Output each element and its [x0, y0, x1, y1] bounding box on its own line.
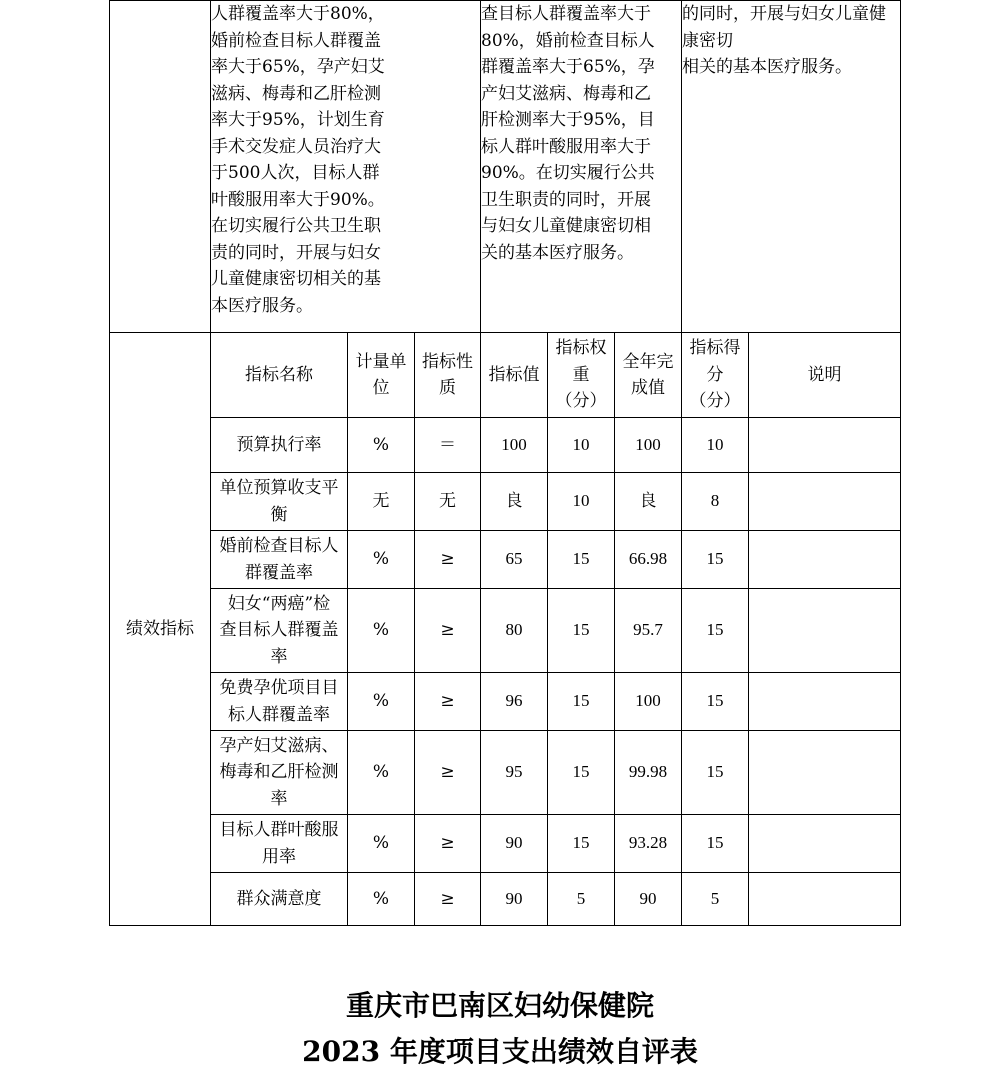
cell-score: 8	[682, 473, 749, 531]
cell-note	[749, 731, 901, 815]
cell-unit: 无	[348, 473, 415, 531]
cell-actual: 100	[615, 673, 682, 731]
text-line: 率大于95%，计划生育	[211, 110, 385, 130]
text-line: 手术交发症人员治疗大	[211, 136, 381, 157]
text-line: 指标权	[555, 338, 607, 359]
narrative-col-b	[481, 1, 682, 333]
text-line: 全年完	[622, 351, 674, 372]
text-line: 群众满意度	[236, 888, 322, 909]
cell-actual: 66.98	[615, 531, 682, 589]
text-line: （分）	[689, 391, 741, 412]
narrative-col-c	[682, 1, 901, 333]
cell-name	[211, 815, 348, 873]
cell-weight: 15	[548, 589, 615, 673]
text-line: 关的基本医疗服务。	[481, 242, 634, 263]
text-line: （分）	[555, 391, 607, 412]
table-row	[110, 815, 901, 873]
text-line: 滋病、梅毒和乙肝检测	[211, 83, 381, 104]
cell-value: 100	[481, 418, 548, 473]
cell-actual: 93.28	[615, 815, 682, 873]
cell-unit: %	[348, 731, 415, 815]
text-line: 率	[270, 646, 288, 667]
text-line: 位	[372, 378, 390, 398]
section-label: 绩效指标	[110, 333, 211, 926]
header-name: 指标名称	[211, 333, 348, 418]
cell-nature: ≥	[415, 589, 481, 673]
text-line: 儿童健康密切相关的基	[211, 269, 381, 289]
header-score	[682, 333, 749, 418]
cell-note	[749, 673, 901, 731]
text-line: 指标性	[422, 351, 473, 372]
text-line: 群覆盖率大于65%，孕	[481, 57, 655, 77]
table-row	[110, 873, 901, 926]
table-row	[110, 731, 901, 815]
text-line: 计量单	[355, 351, 407, 372]
cell-value: 90	[481, 815, 548, 873]
cell-weight: 15	[548, 815, 615, 873]
header-nature	[415, 333, 481, 418]
cell-weight: 5	[548, 873, 615, 926]
cell-weight: 10	[548, 473, 615, 531]
cell-nature: ＝	[415, 418, 481, 473]
cell-actual: 99.98	[615, 731, 682, 815]
header-unit	[348, 333, 415, 418]
text-line: 群覆盖率	[245, 562, 313, 583]
header-weight	[548, 333, 615, 418]
cell-nature: 无	[415, 473, 481, 531]
cell-unit: %	[348, 531, 415, 589]
cell-actual: 95.7	[615, 589, 682, 673]
text-line: 与妇女儿童健康密切相	[481, 216, 651, 236]
cell-name	[211, 418, 348, 473]
cell-nature: ≥	[415, 531, 481, 589]
org-title: 重庆市巴南区妇幼保健院	[345, 989, 654, 1022]
text-line: 指标得	[689, 338, 741, 359]
text-line: 责的同时，开展与妇女	[211, 242, 381, 263]
text-line: 率	[270, 788, 288, 809]
table-row	[110, 418, 901, 473]
text-line: 标人群覆盖率	[228, 704, 330, 725]
text-line: 免费孕优项目目	[219, 678, 339, 698]
cell-weight: 15	[548, 673, 615, 731]
cell-score: 15	[682, 673, 749, 731]
cell-name	[211, 731, 348, 815]
cell-note	[749, 473, 901, 531]
cell-value: 96	[481, 673, 548, 731]
table-row	[110, 589, 901, 673]
cell-score: 15	[682, 589, 749, 673]
text-line: 90%。在切实履行公共	[481, 163, 655, 183]
cell-name	[211, 673, 348, 731]
cell-score: 5	[682, 873, 749, 926]
text-line: 梅毒和乙肝检测	[219, 762, 339, 783]
text-line: 率大于65%，孕产妇艾	[211, 57, 385, 77]
text-line: 质	[439, 378, 456, 398]
text-line: 肝检测率大于95%，目	[481, 110, 655, 130]
text-line: 重	[572, 364, 590, 385]
cell-unit: %	[348, 815, 415, 873]
cell-name	[211, 589, 348, 673]
cell-nature: ≥	[415, 873, 481, 926]
cell-note	[749, 418, 901, 473]
cell-score: 10	[682, 418, 749, 473]
text-line: 的同时，开展与妇女儿童健康密切	[682, 4, 886, 51]
table-row	[110, 673, 901, 731]
narrative-col-a	[211, 1, 481, 333]
cell-score: 15	[682, 815, 749, 873]
narrative-row	[110, 1, 901, 333]
text-line: 标人群叶酸服用率大于	[481, 136, 651, 157]
text-line: 预算执行率	[236, 434, 322, 455]
header-value: 指标值	[481, 333, 548, 418]
cell-name	[211, 473, 348, 531]
text-line: 妇女“两癌”检	[227, 593, 331, 614]
text-line: 婚前检查目标人群覆盖	[211, 30, 381, 51]
text-line: 人群覆盖率大于80%，	[211, 4, 385, 24]
text-line: 孕产妇艾滋病、	[219, 735, 339, 756]
cell-nature: ≥	[415, 731, 481, 815]
cell-unit: %	[348, 418, 415, 473]
header-note: 说明	[749, 333, 901, 418]
cell-note	[749, 873, 901, 926]
text-line: 用率	[262, 846, 296, 867]
text-line: 80%，婚前检查目标人	[481, 30, 655, 51]
cell-unit: %	[348, 673, 415, 731]
cell-note	[749, 589, 901, 673]
text-line: 婚前检查目标人	[219, 536, 339, 556]
table-row	[110, 531, 901, 589]
cell-actual: 100	[615, 418, 682, 473]
text-line: 卫生职责的同时，开展	[481, 189, 651, 210]
cell-value: 80	[481, 589, 548, 673]
header-row	[110, 333, 901, 418]
cell-nature: ≥	[415, 815, 481, 873]
text-line: 分	[706, 364, 724, 385]
cell-value: 65	[481, 531, 548, 589]
cell-note	[749, 815, 901, 873]
cell-unit: %	[348, 873, 415, 926]
cell-name	[211, 873, 348, 926]
text-line: 衡	[270, 504, 288, 525]
text-line: 在切实履行公共卫生职	[211, 216, 381, 236]
text-line: 成值	[631, 378, 665, 398]
table-row	[110, 473, 901, 531]
text-line: 叶酸服用率大于90%。	[211, 189, 385, 210]
cell-weight: 10	[548, 418, 615, 473]
table-title: 2023 年度项目支出绩效自评表	[302, 1035, 698, 1068]
text-line: 于500人次，目标人群	[211, 163, 380, 183]
text-line: 本医疗服务。	[211, 295, 313, 316]
text-line: 单位预算收支平	[219, 478, 339, 498]
cell-value: 良	[481, 473, 548, 531]
cell-unit: %	[348, 589, 415, 673]
cell-score: 15	[682, 531, 749, 589]
narrative-blank-cell	[110, 1, 211, 333]
cell-score: 15	[682, 731, 749, 815]
text-line: 产妇艾滋病、梅毒和乙	[481, 83, 651, 104]
cell-nature: ≥	[415, 673, 481, 731]
cell-note	[749, 531, 901, 589]
cell-name	[211, 531, 348, 589]
cell-weight: 15	[548, 731, 615, 815]
header-actual	[615, 333, 682, 418]
text-line: 查目标人群覆盖率大于	[481, 4, 651, 24]
cell-value: 95	[481, 731, 548, 815]
cell-actual: 良	[615, 473, 682, 531]
cell-value: 90	[481, 873, 548, 926]
performance-table	[109, 0, 901, 926]
text-line: 目标人群叶酸服	[219, 820, 339, 840]
text-line: 查目标人群覆盖	[219, 620, 339, 641]
cell-weight: 15	[548, 531, 615, 589]
text-line: 相关的基本医疗服务。	[682, 57, 852, 77]
cell-actual: 90	[615, 873, 682, 926]
